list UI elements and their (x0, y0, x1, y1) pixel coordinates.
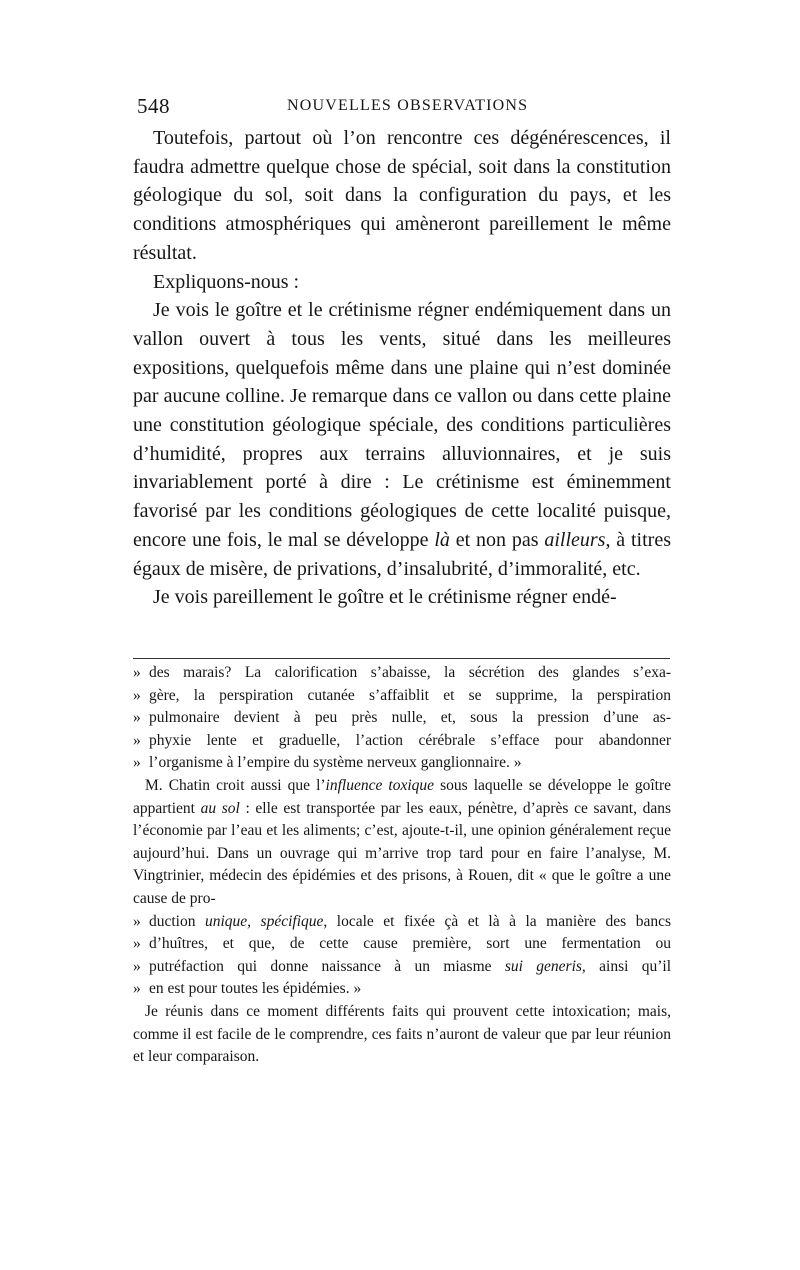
quote-mark: » (133, 935, 141, 953)
quote-text: , locale et fixée çà et là à la manière des bancs (323, 912, 671, 930)
quote-text: , ainsi qu’il (581, 957, 672, 975)
quote-line-text: phyxie lente et graduelle, l’action cérébrale s’efface pour abandonner (149, 731, 671, 749)
emphasis-influence-toxique: influence toxique (325, 776, 435, 794)
footnote-separator (133, 658, 670, 659)
paragraph-2: Expliquons-nous : (153, 270, 300, 293)
chatin-paragraph (133, 775, 671, 911)
quote-line (133, 911, 671, 934)
emphasis-la: là (434, 528, 450, 551)
quote-line-text: l’organisme à l’empire du système nerveux ganglionnaire. » (149, 754, 522, 772)
page-number: 548 (137, 94, 170, 118)
emphasis-ailleurs: ailleurs (544, 528, 606, 551)
final-paragraph: Je réunis dans ce moment différents faits qui prouvent cette intoxication; mais, comme il est facile de le comprendre, ces faits n’auront de valeur que par leur réunion et leur comparaison. (133, 1002, 671, 1066)
quote-mark: » (133, 664, 141, 681)
paragraph-3-text-a: Je vois le goître et le crétinisme régner endémiquement dans un vallon ouvert à tous les vents, situé dans les meilleures expositions, quelquefois même dans une plaine qui n’est dominée par aucune colline. Je remarque dans ce vallon ou dans cette plaine une constitution géologique spéciale, des conditions particulières d’humidité, propres aux terrains alluvionnaires, et je suis invariablement porté à dire : Le crétinisme est éminemment favorisé par les conditions géologiques de cette localité puisque, encore une fois, le mal se développe (133, 299, 671, 551)
chatin-text-a: M. Chatin croit aussi que l’ (145, 776, 326, 794)
chatin-text-c: : elle est transportée par les eaux, pénètre, d’après ce savant, dans l’économie par l’eau et les aliments; c’est, ajoute-t-il, une opinion généralement reçue aujourd’hui. Dans un ouvrage qui m’arrive trop tard pour en faire l’analyse, M. Vingtrinier, médecin des épidémies et des prisons, à Rouen, dit « que le goître a une cause de pro- (133, 799, 671, 907)
quote-text: putréfaction qui donne naissance à un miasme (149, 957, 505, 975)
quote-mark: » (133, 709, 141, 727)
quote-line (133, 956, 671, 979)
quote-line (133, 662, 671, 685)
paragraph-4: Je vois pareillement le goître et le crétinisme régner endé- (153, 586, 617, 609)
chatin-text-b: sous laquelle se développe le goître appartient (133, 776, 671, 817)
quote-mark: » (133, 686, 141, 704)
quote-mark: » (133, 754, 141, 772)
quote-mark: » (133, 957, 141, 975)
emphasis-sui-generis: sui generis (504, 957, 582, 975)
quote-line (133, 730, 671, 753)
footnotes (133, 662, 671, 1069)
running-title: NOUVELLES OBSERVATIONS (287, 97, 529, 114)
quote-line (133, 933, 671, 956)
quote-mark: » (133, 980, 141, 998)
quote-mark: » (133, 912, 141, 930)
main-text (133, 124, 671, 612)
paragraph-3-text-b: et non pas (449, 528, 545, 551)
emphasis-unique-specifique: unique, spécifique (205, 912, 324, 930)
quote-text: d’huîtres, et que, de cette cause première, sort une fermentation ou (149, 935, 671, 953)
paragraph-3-text-c: , à titres égaux de misère, de privations, d’insalubrité, d’immoralité, etc. (133, 528, 671, 580)
page-header (137, 94, 672, 122)
quote-line-text: gère, la perspiration cutanée s’affaiblit et se supprime, la perspiration (149, 686, 671, 704)
quote-line (133, 978, 671, 1001)
quote-line (133, 752, 671, 775)
quote-text: en est pour toutes les épidémies. » (149, 980, 362, 998)
quote-line-text: pulmonaire devient à peu près nulle, et, sous la pression d’une as- (149, 709, 671, 727)
vingtrinier-quote (133, 911, 671, 1001)
quote-mark: » (133, 731, 141, 749)
emphasis-au-sol: au sol (200, 799, 240, 817)
quote-block (133, 662, 671, 775)
paragraph-3 (133, 296, 671, 583)
paragraph-1: Toutefois, partout où l’on rencontre ces dégénérescences, il faudra admettre quelque chose de spécial, soit dans la constitution géologique du sol, soit dans la configuration du pays, et les conditions atmosphériques qui amèneront pareillement le même résultat. (133, 127, 671, 264)
quote-text: duction (149, 912, 205, 930)
quote-line (133, 707, 671, 730)
quote-line (133, 685, 671, 708)
quote-line-text: des marais? La calorification s’abaisse, la sécrétion des glandes s’exa- (149, 664, 671, 681)
